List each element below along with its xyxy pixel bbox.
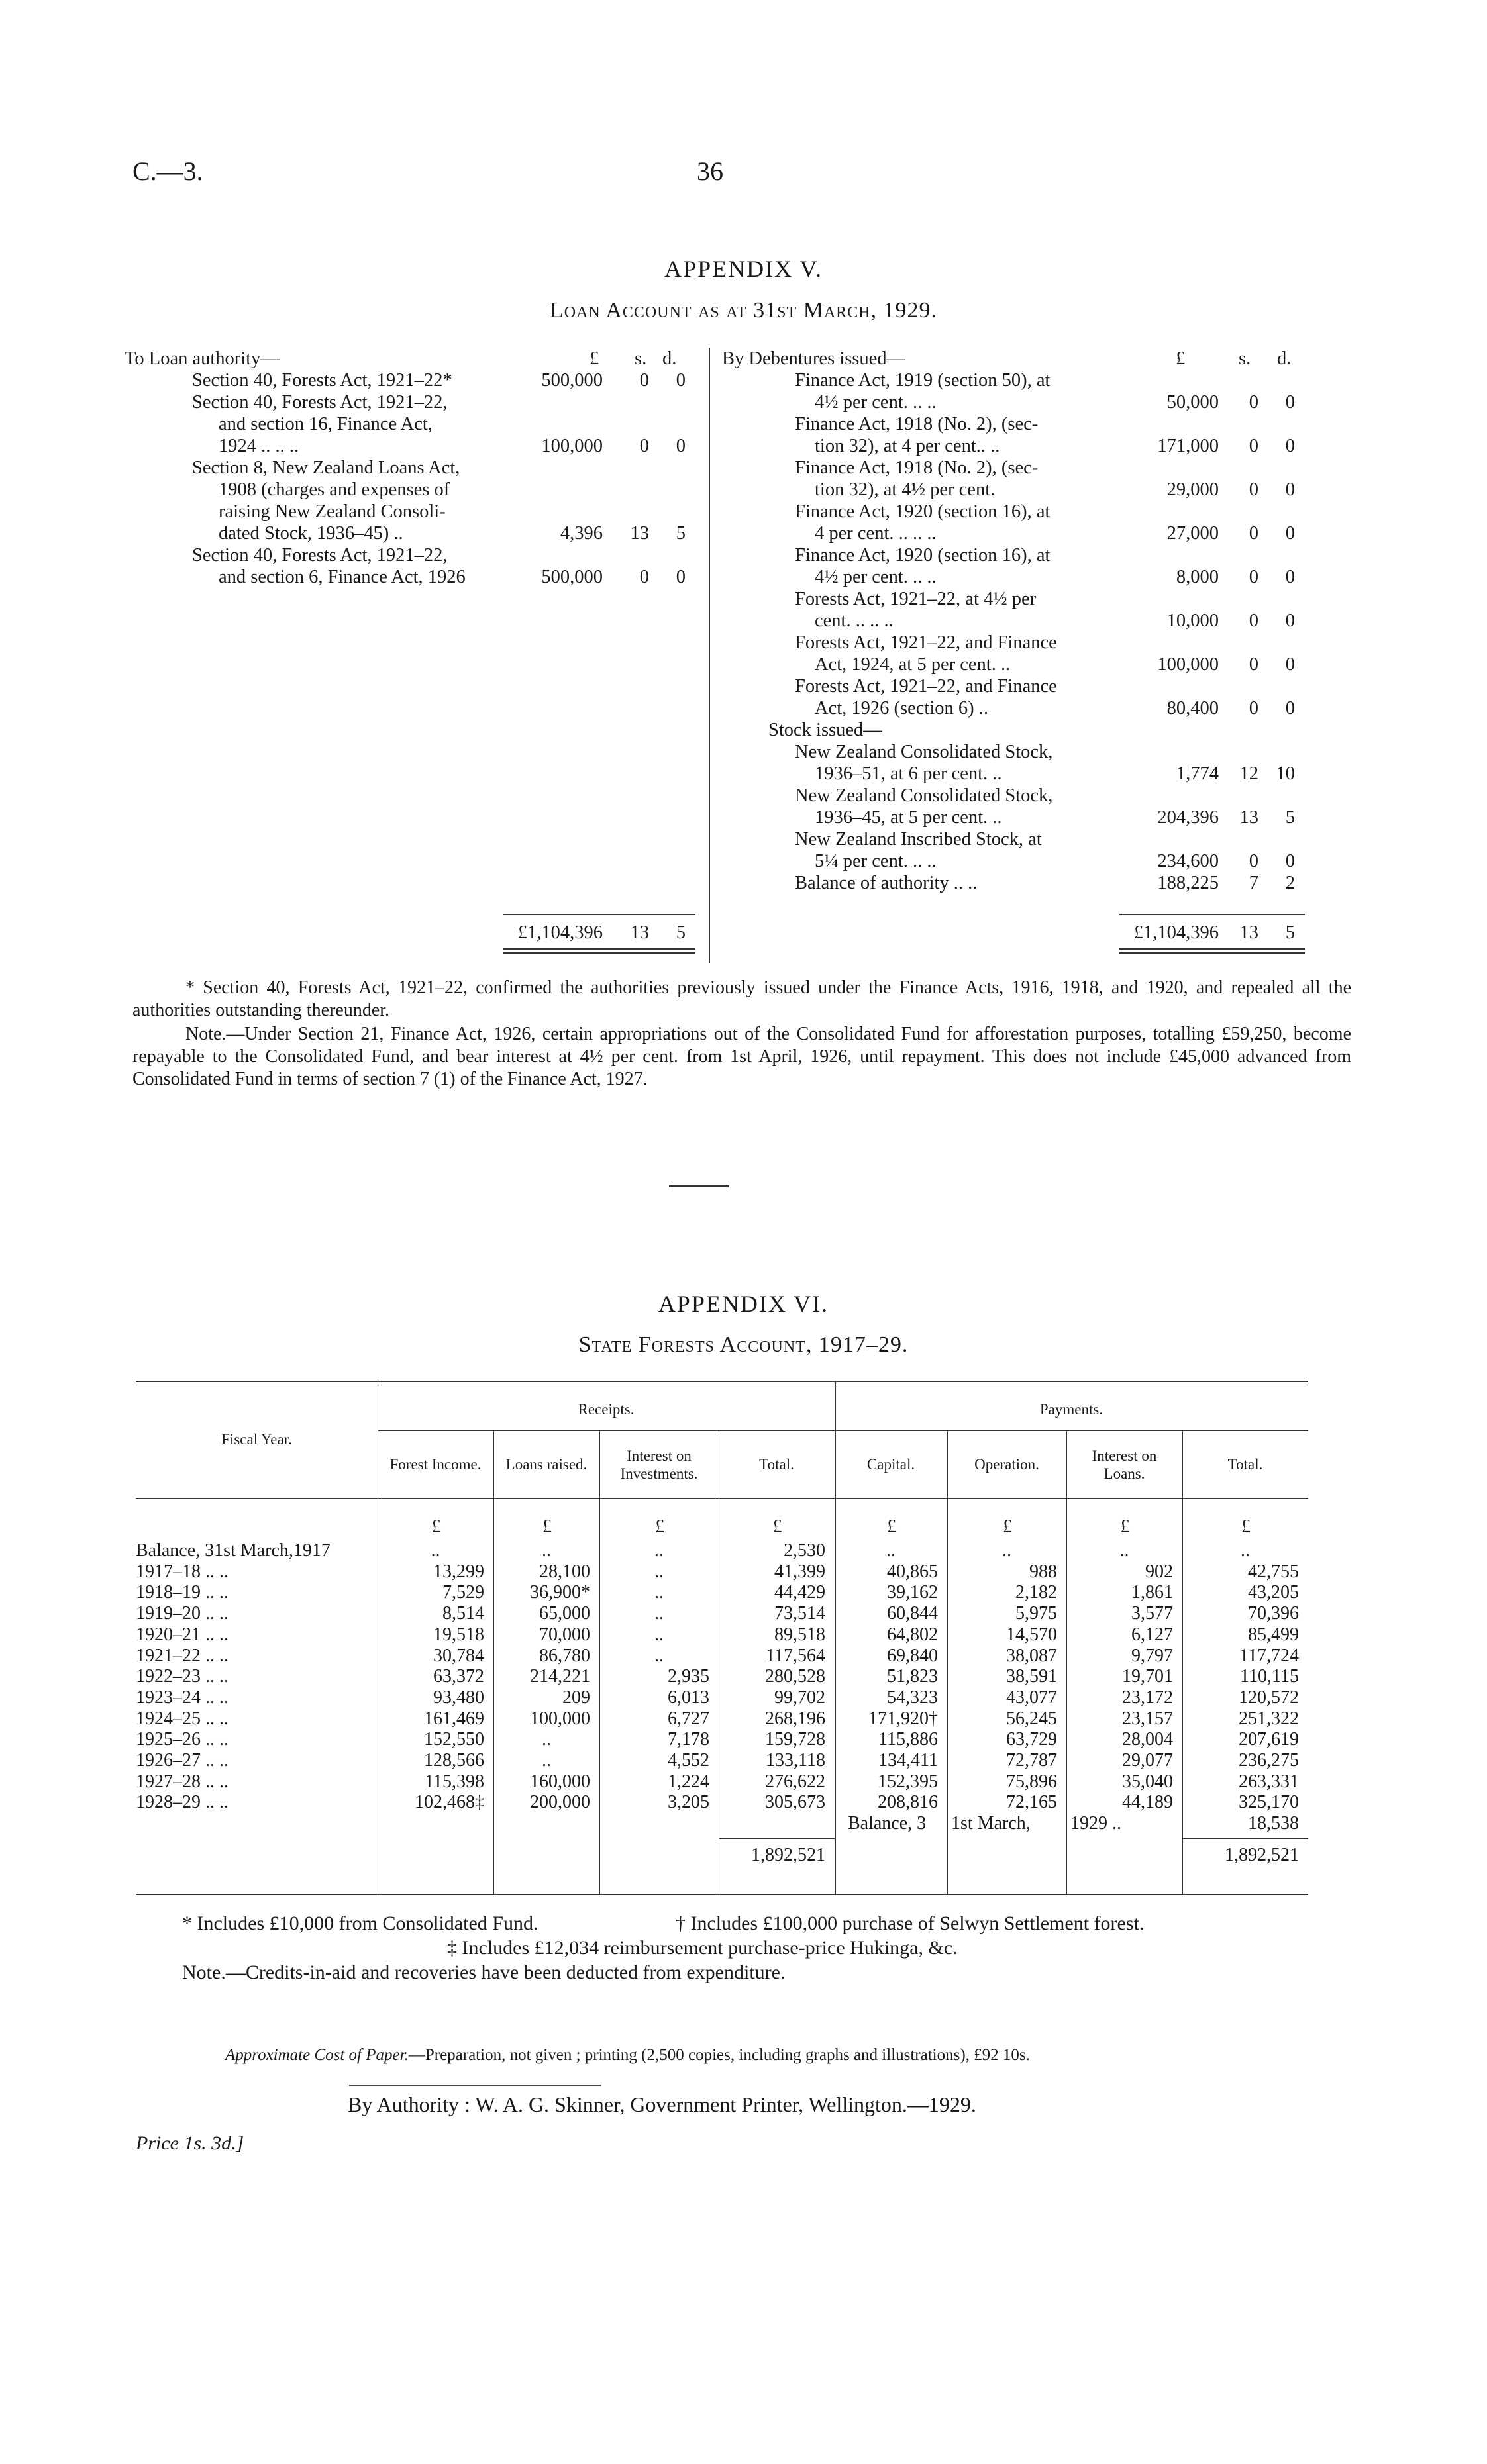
printer-authority: By Authority : W. A. G. Skinner, Government Printer, Wellington.—1929. [348, 2093, 976, 2116]
price: Price 1s. 3d.] [136, 2132, 244, 2154]
table-cell: 19,701 [1122, 1666, 1173, 1687]
right-amount-shillings: 12 [1239, 764, 1258, 784]
left-line: Section 8, New Zealand Loans Act, [192, 458, 460, 478]
right-line: Finance Act, 1918 (No. 2), (sec- [795, 458, 1039, 478]
table-cell: .. [654, 1561, 664, 1582]
table-cell: 128,566 [424, 1750, 484, 1771]
table-cell: 134,411 [878, 1750, 938, 1771]
table-bottom-rule [136, 1894, 1308, 1895]
appendix-vi-note: Note.—Credits-in-aid and recoveries have been deducted from expenditure. [182, 1961, 786, 1983]
left-amount-pounds: 4,396 [560, 523, 603, 544]
right-col-d: d. [1277, 348, 1292, 369]
table-cell: 988 [1029, 1561, 1057, 1582]
right-line: tion 32), at 4½ per cent. [815, 479, 996, 500]
doc-reference: C.—3. [132, 156, 203, 186]
table-cell: 902 [1145, 1561, 1173, 1582]
footnote-hukinga: ‡ Includes £12,034 reimbursement purchase-price Hukinga, &c. [447, 1937, 958, 1959]
footnote-consolidated-fund: * Includes £10,000 from Consolidated Fund. [182, 1912, 538, 1934]
total-receipts-heading: Total. [759, 1456, 794, 1473]
right-amount-shillings: 0 [1249, 851, 1258, 871]
right-amount-pence: 0 [1285, 392, 1295, 413]
table-cell: 115,886 [878, 1729, 938, 1750]
balance-label-b: 1st March, [951, 1813, 1031, 1834]
left-amount-pence: 0 [676, 567, 686, 587]
table-cell: .. [542, 1540, 551, 1561]
right-line: 4 per cent. .. .. .. [815, 523, 937, 544]
table-cell: 160,000 [530, 1771, 590, 1792]
table-cell: 93,480 [433, 1687, 484, 1708]
table-cell: 43,205 [1248, 1582, 1299, 1603]
table-cell: 28,004 [1122, 1729, 1173, 1750]
table-cell: 102,468‡ [415, 1792, 484, 1813]
receipts-heading: Receipts. [578, 1401, 635, 1418]
table-cell: 3,205 [668, 1792, 709, 1813]
table-cell: 86,780 [539, 1645, 590, 1666]
right-line: Forests Act, 1921–22, and Finance [795, 632, 1057, 653]
right-amount-pence: 0 [1285, 523, 1295, 544]
table-cell: 133,118 [766, 1750, 825, 1771]
fiscal-year-label: 1926–27 .. .. [136, 1750, 229, 1771]
currency-symbol: £ [1120, 1516, 1130, 1537]
right-amount-pence: 0 [1285, 611, 1295, 631]
left-total-pounds: £1,104,396 [517, 922, 603, 943]
table-cell: 56,245 [1006, 1708, 1057, 1729]
table-cell: 75,896 [1006, 1771, 1057, 1792]
right-amount-shillings: 0 [1249, 654, 1258, 675]
interest-loans-heading: Interest on Loans. [1092, 1448, 1157, 1482]
table-cell: 89,518 [774, 1624, 825, 1645]
total-payments-rule [1182, 1838, 1308, 1839]
right-line: New Zealand Inscribed Stock, at [795, 829, 1042, 850]
table-cell: 19,518 [433, 1624, 484, 1645]
left-line: and section 16, Finance Act, [219, 414, 433, 434]
table-cell: .. [431, 1540, 440, 1561]
table-cell: 268,196 [765, 1708, 825, 1729]
right-col-pound: £ [1176, 348, 1186, 369]
table-cell: 60,844 [887, 1603, 938, 1624]
right-line: Forests Act, 1921–22, at 4½ per [795, 589, 1037, 609]
table-cell: 325,170 [1239, 1792, 1299, 1813]
table-cell: 54,323 [887, 1687, 938, 1708]
right-amount-pounds: 100,000 [1157, 654, 1219, 675]
table-cell: 1,224 [668, 1771, 709, 1792]
header-bottom-rule [136, 1498, 1308, 1499]
left-amount-shillings: 0 [639, 436, 649, 456]
table-cell: 35,040 [1122, 1771, 1173, 1792]
table-cell: 44,429 [774, 1582, 825, 1603]
left-amount-shillings: 0 [639, 567, 649, 587]
table-cell: 85,499 [1248, 1624, 1299, 1645]
left-line: 1908 (charges and expenses of [219, 479, 450, 500]
table-cell: 51,823 [887, 1666, 938, 1687]
table-cell: 305,673 [765, 1792, 825, 1813]
table-cell: .. [542, 1729, 551, 1750]
table-cell: 263,331 [1239, 1771, 1299, 1792]
right-total-pence: 5 [1285, 922, 1295, 943]
fiscal-year-label: 1928–29 .. .. [136, 1792, 229, 1813]
table-cell: 2,935 [668, 1666, 709, 1687]
left-amount-pence: 0 [676, 370, 686, 391]
table-cell: 63,729 [1006, 1729, 1057, 1750]
right-total-shillings: 13 [1239, 922, 1258, 943]
right-amount-pounds: 188,225 [1157, 873, 1219, 893]
right-amount-shillings: 0 [1249, 698, 1258, 718]
grand-total-receipts: 1,892,521 [751, 1845, 825, 1866]
right-amount-pence: 0 [1285, 436, 1295, 456]
right-amount-pounds: 10,000 [1166, 611, 1219, 631]
right-line: Forests Act, 1921–22, and Finance [795, 676, 1057, 697]
capital-heading: Capital. [866, 1456, 915, 1473]
table-cell: 44,189 [1122, 1792, 1173, 1813]
appendix-v-subtitle: Loan Account as at 31st March, 1929. [549, 298, 938, 322]
right-line: Stock issued— [768, 720, 882, 740]
right-line: Act, 1924, at 5 per cent. .. [815, 654, 1011, 675]
table-cell: 6,127 [1131, 1624, 1173, 1645]
left-line: 1924 .. .. .. [219, 436, 299, 456]
fiscal-year-label: 1919–20 .. .. [136, 1603, 229, 1624]
table-cell: 6,013 [668, 1687, 709, 1708]
right-amount-pounds: 171,000 [1157, 436, 1219, 456]
right-line: 1936–51, at 6 per cent. .. [815, 764, 1002, 784]
table-cell: .. [654, 1582, 664, 1603]
right-line: New Zealand Consolidated Stock, [795, 742, 1053, 762]
table-cell: 73,514 [774, 1603, 825, 1624]
table-cell: 207,619 [1239, 1729, 1299, 1750]
table-cell: .. [1241, 1540, 1250, 1561]
fiscal-year-label: 1917–18 .. .. [136, 1561, 229, 1582]
right-amount-shillings: 0 [1249, 611, 1258, 631]
table-cell: 40,865 [887, 1561, 938, 1582]
right-col-s: s. [1239, 348, 1251, 369]
currency-symbol: £ [431, 1516, 441, 1537]
table-cell: 161,469 [424, 1708, 484, 1729]
left-col-d: d. [662, 348, 677, 369]
table-cell: 171,920† [868, 1708, 938, 1729]
footnote-selwyn: † Includes £100,000 purchase of Selwyn Settlement forest. [676, 1912, 1145, 1934]
currency-symbol: £ [887, 1516, 896, 1537]
table-cell: 117,724 [1239, 1645, 1299, 1666]
right-amount-pence: 0 [1285, 567, 1295, 587]
table-cell: 64,802 [887, 1624, 938, 1645]
table-cell: 1,861 [1131, 1582, 1173, 1603]
right-line: 4½ per cent. .. .. [815, 392, 937, 413]
left-col-s: s. [635, 348, 647, 369]
table-cell: 8,514 [442, 1603, 484, 1624]
table-cell: 42,755 [1248, 1561, 1299, 1582]
left-line: Section 40, Forests Act, 1921–22, [192, 545, 448, 566]
table-cell: 70,000 [539, 1624, 590, 1645]
right-amount-shillings: 0 [1249, 567, 1258, 587]
interest-investments-heading: Interest on Investments. [620, 1448, 698, 1482]
left-amount-shillings: 0 [639, 370, 649, 391]
left-total-pence: 5 [676, 922, 686, 943]
table-cell: 6,727 [668, 1708, 709, 1729]
left-amount-pence: 5 [676, 523, 686, 544]
table-cell: 14,570 [1006, 1624, 1057, 1645]
fiscal-year-label: 1924–25 .. .. [136, 1708, 229, 1729]
payments-heading: Payments. [1039, 1401, 1103, 1418]
table-cell: 41,399 [774, 1561, 825, 1582]
table-cell: 236,275 [1239, 1750, 1299, 1771]
table-cell: 29,077 [1122, 1750, 1173, 1771]
page-number: 36 [697, 156, 723, 186]
left-col-pound: £ [590, 348, 599, 369]
fiscal-year-label: Balance, 31st March,1917 [136, 1540, 331, 1561]
left-amount-pounds: 500,000 [541, 567, 603, 587]
cost-label: Approximate Cost of Paper. [225, 2046, 409, 2064]
balance-value: 18,538 [1248, 1813, 1299, 1834]
operation-heading: Operation. [974, 1456, 1039, 1473]
table-cell: 28,100 [539, 1561, 590, 1582]
table-cell: 36,900* [530, 1582, 590, 1603]
left-line: raising New Zealand Consoli- [219, 501, 446, 522]
grand-total-payments: 1,892,521 [1225, 1845, 1299, 1866]
table-cell: 200,000 [530, 1792, 590, 1813]
appendix-v-title: APPENDIX V. [664, 256, 823, 282]
table-cell: 120,572 [1239, 1687, 1299, 1708]
table-cell: 208,816 [878, 1792, 938, 1813]
table-cell: 72,165 [1006, 1792, 1057, 1813]
total-payments-heading: Total. [1227, 1456, 1263, 1473]
table-cell: 2,530 [784, 1540, 825, 1561]
right-line: 5¼ per cent. .. .. [815, 851, 937, 871]
currency-symbol: £ [542, 1516, 552, 1537]
forest-income-heading: Forest Income. [389, 1456, 482, 1473]
right-amount-shillings: 0 [1249, 436, 1258, 456]
right-amount-shillings: 0 [1249, 523, 1258, 544]
fiscal-year-label: 1927–28 .. .. [136, 1771, 229, 1792]
table-cell: 152,550 [424, 1729, 484, 1750]
right-line: 4½ per cent. .. .. [815, 567, 937, 587]
table-cell: 214,221 [530, 1666, 590, 1687]
table-cell: .. [654, 1603, 664, 1624]
table-top-rule [136, 1381, 1308, 1382]
table-cell: 7,529 [442, 1582, 484, 1603]
table-cell: .. [654, 1624, 664, 1645]
right-amount-pence: 0 [1285, 851, 1295, 871]
table-cell: 280,528 [765, 1666, 825, 1687]
table-cell: .. [654, 1645, 664, 1666]
table-cell: 100,000 [530, 1708, 590, 1729]
currency-symbol: £ [772, 1516, 782, 1537]
right-amount-pence: 5 [1285, 807, 1295, 828]
left-line: dated Stock, 1936–45) .. [219, 523, 403, 544]
right-amount-pounds: 8,000 [1176, 567, 1219, 587]
left-line: and section 6, Finance Act, 1926 [219, 567, 466, 587]
table-cell: 38,591 [1006, 1666, 1057, 1687]
right-heading: By Debentures issued— [722, 348, 906, 369]
right-amount-pounds: 1,774 [1176, 764, 1219, 784]
appendix-vi-title: APPENDIX VI. [658, 1291, 829, 1317]
right-amount-pounds: 50,000 [1166, 392, 1219, 413]
right-amount-shillings: 0 [1249, 392, 1258, 413]
fiscal-year-label: 1918–19 .. .. [136, 1582, 229, 1603]
right-line: Finance Act, 1918 (No. 2), (sec- [795, 414, 1039, 434]
appendix-v-note: Note.—Under Section 21, Finance Act, 1926, certain appropriations out of the Consolidated Fund for afforestation purposes, totalling £59,250, become repayable to the Consolidated Fund, and bear interest at 4½ per cent. from 1st April, 1926, until repayment. This does not include £45,000 advanced from Consolidated Fund in terms of section 7 (1) of the Finance Act, 1927. [132, 1024, 1351, 1089]
right-total-pounds: £1,104,396 [1133, 922, 1219, 943]
right-amount-pounds: 234,600 [1157, 851, 1219, 871]
table-cell: 39,162 [887, 1582, 938, 1603]
right-line: Act, 1926 (section 6) .. [815, 698, 988, 718]
table-cell: .. [542, 1750, 551, 1771]
right-amount-pounds: 204,396 [1157, 807, 1219, 828]
left-total-shillings: 13 [630, 922, 649, 943]
table-cell: .. [1002, 1540, 1011, 1561]
fiscal-year-label: 1923–24 .. .. [136, 1687, 229, 1708]
table-cell: 209 [562, 1687, 590, 1708]
table-cell: .. [654, 1540, 664, 1561]
cost-of-paper [225, 2046, 1030, 2065]
right-amount-pence: 10 [1276, 764, 1295, 784]
right-line: tion 32), at 4 per cent.. .. [815, 436, 1000, 456]
left-amount-pence: 0 [676, 436, 686, 456]
fiscal-year-label: 1921–22 .. .. [136, 1645, 229, 1666]
right-line: Balance of authority .. .. [795, 873, 978, 893]
cost-text: —Preparation, not given ; printing (2,500 copies, including graphs and illustrations), £92 10s. [408, 2046, 1030, 2064]
currency-symbol: £ [1241, 1516, 1251, 1537]
left-amount-shillings: 13 [630, 523, 649, 544]
appendix-vi-subtitle: State Forests Account, 1917–29. [578, 1332, 909, 1357]
table-cell: 30,784 [433, 1645, 484, 1666]
right-line: 1936–45, at 5 per cent. .. [815, 807, 1002, 828]
right-amount-pounds: 29,000 [1166, 479, 1219, 500]
left-line: Section 40, Forests Act, 1921–22, [192, 392, 448, 413]
right-line: Finance Act, 1919 (section 50), at [795, 370, 1051, 391]
right-line: cent. .. .. .. [815, 611, 894, 631]
table-cell: 13,299 [433, 1561, 484, 1582]
right-line: New Zealand Consolidated Stock, [795, 785, 1053, 806]
total-receipts-rule [719, 1838, 835, 1839]
table-cell: 72,787 [1006, 1750, 1057, 1771]
group-rule [378, 1430, 1308, 1431]
table-cell: 115,398 [425, 1771, 484, 1792]
balance-label-c: 1929 .. [1070, 1813, 1121, 1834]
right-amount-shillings: 0 [1249, 479, 1258, 500]
currency-symbol: £ [655, 1516, 664, 1537]
left-line: Section 40, Forests Act, 1921–22* [192, 370, 452, 391]
table-cell: 110,115 [1240, 1666, 1299, 1687]
table-cell: 9,797 [1131, 1645, 1173, 1666]
table-cell: 117,564 [766, 1645, 825, 1666]
footer-rule [349, 2085, 601, 2086]
table-cell: 5,975 [1015, 1603, 1057, 1624]
right-amount-pounds: 80,400 [1166, 698, 1219, 718]
table-cell: 4,552 [668, 1750, 709, 1771]
table-cell: .. [886, 1540, 896, 1561]
table-cell: 99,702 [774, 1687, 825, 1708]
table-cell: 3,577 [1131, 1603, 1173, 1624]
right-amount-pence: 2 [1285, 873, 1295, 893]
fiscal-year-label: 1920–21 .. .. [136, 1624, 229, 1645]
right-amount-shillings: 7 [1249, 873, 1258, 893]
currency-symbol: £ [1003, 1516, 1012, 1537]
table-cell: 2,182 [1015, 1582, 1057, 1603]
right-line: Finance Act, 1920 (section 16), at [795, 545, 1051, 566]
table-cell: 159,728 [765, 1729, 825, 1750]
table-cell: 23,157 [1122, 1708, 1173, 1729]
table-cell: 276,622 [765, 1771, 825, 1792]
right-amount-pounds: 27,000 [1166, 523, 1219, 544]
appendix-v-footnote: * Section 40, Forests Act, 1921–22, confirmed the authorities previously issued under the Finance Acts, 1916, 1918, and 1920, and repealed all the authorities outstanding thereunder. [132, 977, 1351, 1020]
balance-label-a: Balance, 3 [848, 1813, 927, 1834]
left-amount-pounds: 500,000 [541, 370, 603, 391]
table-cell: 152,395 [878, 1771, 938, 1792]
table-cell: 7,178 [668, 1729, 709, 1750]
right-amount-shillings: 13 [1239, 807, 1258, 828]
fiscal-year-label: 1925–26 .. .. [136, 1729, 229, 1750]
table-cell: 70,396 [1248, 1603, 1299, 1624]
table-cell: 43,077 [1006, 1687, 1057, 1708]
left-heading: To Loan authority— [125, 348, 280, 369]
table-cell: 251,322 [1239, 1708, 1299, 1729]
table-cell: 65,000 [539, 1603, 590, 1624]
right-amount-pence: 0 [1285, 654, 1295, 675]
table-cell: .. [1119, 1540, 1129, 1561]
fiscal-year-label: 1922–23 .. .. [136, 1666, 229, 1687]
table-cell: 23,172 [1122, 1687, 1173, 1708]
right-amount-pence: 0 [1285, 698, 1295, 718]
right-line: Finance Act, 1920 (section 16), at [795, 501, 1051, 522]
table-cell: 38,087 [1006, 1645, 1057, 1666]
left-amount-pounds: 100,000 [541, 436, 603, 456]
loans-raised-heading: Loans raised. [505, 1456, 588, 1473]
table-cell: 63,372 [433, 1666, 484, 1687]
right-amount-pence: 0 [1285, 479, 1295, 500]
table-cell: 69,840 [887, 1645, 938, 1666]
fiscal-year-heading: Fiscal Year. [221, 1431, 292, 1448]
